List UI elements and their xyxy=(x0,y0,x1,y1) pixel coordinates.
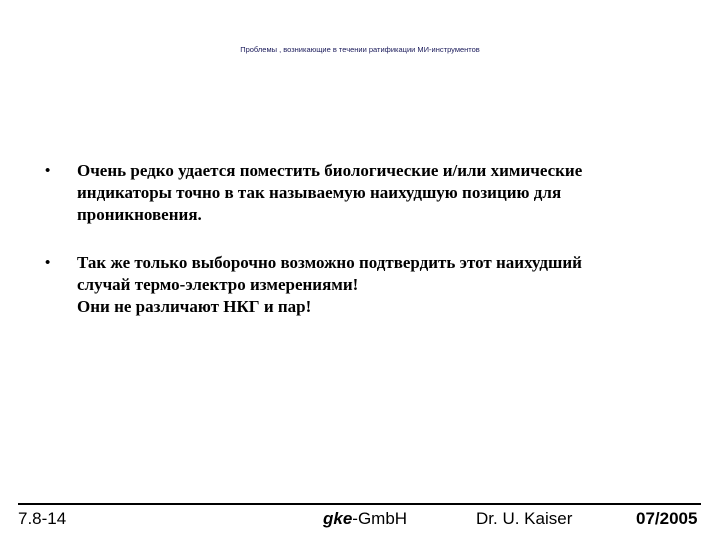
bullet-item xyxy=(45,160,665,226)
bullet-text: Так же только выборочно возможно подтвердить этот наихудший случай термо-электро измерениями! Они не различают НКГ и пар! xyxy=(77,253,582,316)
bullet-item xyxy=(45,252,665,318)
footer-company xyxy=(323,509,407,529)
slide-header-title: Проблемы , возникающие в течении ратификации МИ-инструментов xyxy=(240,45,480,54)
bullet-marker: • xyxy=(45,255,51,271)
footer-company-brand: gke xyxy=(323,509,353,528)
footer-date: 07/2005 xyxy=(636,509,698,528)
bullet-marker: • xyxy=(45,163,51,179)
footer-company-suffix: -GmbH xyxy=(352,509,408,528)
bullet-text: Очень редко удается поместить биологические и/или химические индикаторы точно в так называемую наихудшую позицию для проникновения. xyxy=(77,161,583,224)
footer-divider xyxy=(18,503,701,505)
footer-page-number: 7.8-14 xyxy=(18,509,67,528)
footer-author: Dr. U. Kaiser xyxy=(476,509,573,528)
